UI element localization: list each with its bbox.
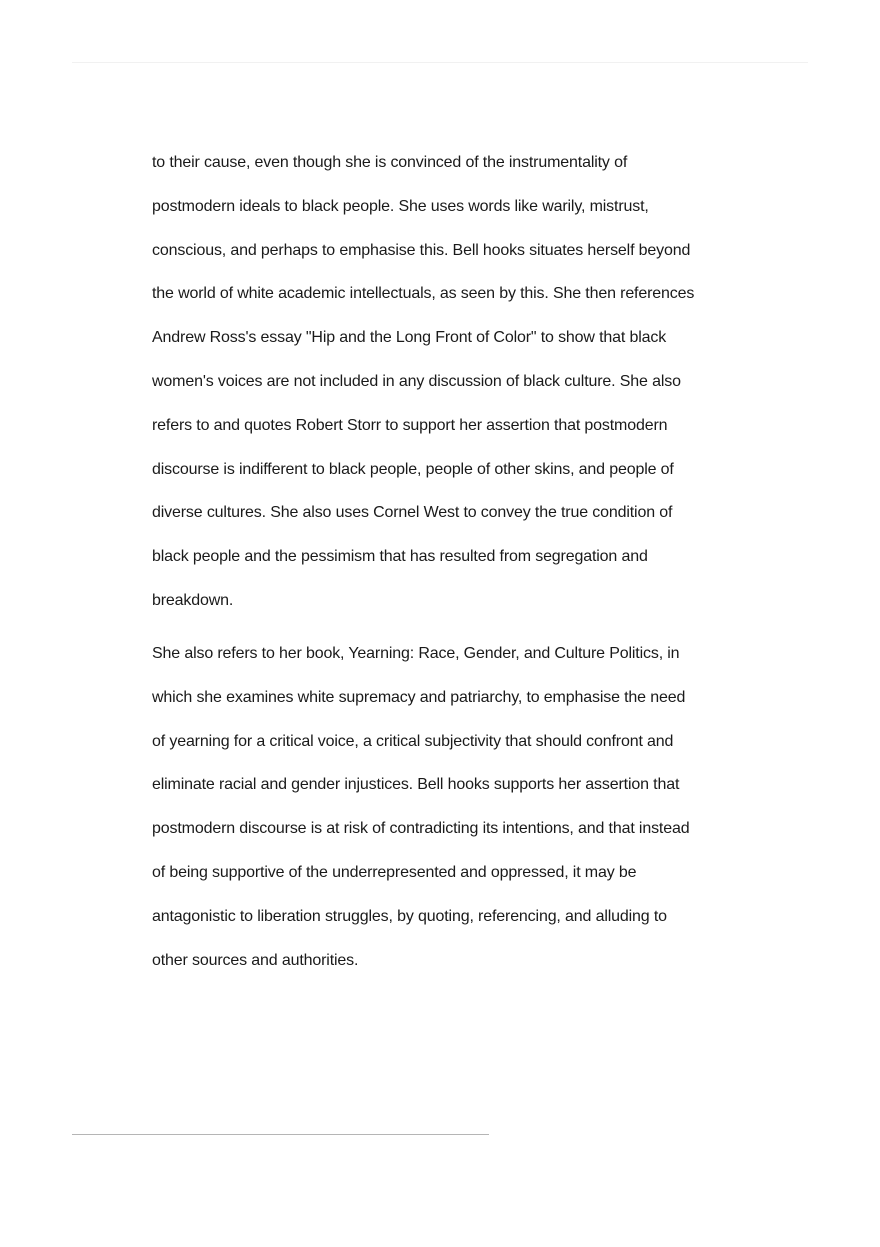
text-line: antagonistic to liberation struggles, by quoting, referencing, and alluding to [152, 907, 667, 925]
text-line: black people and the pessimism that has resulted from segregation and [152, 548, 648, 566]
text-line: other sources and authorities. [152, 951, 359, 969]
text-line: to their cause, even though she is convinced of the instrumentality of [152, 154, 628, 171]
text-line: She also refers to her book, Yearning: Race, Gender, and Culture Politics, in [152, 645, 680, 662]
text-line: diverse cultures. She also uses Cornel West to convey the true condition of [152, 504, 673, 522]
text-line: of being supportive of the underrepresented and oppressed, it may be [152, 863, 637, 881]
text-line: conscious, and perhaps to emphasise this. Bell hooks situates herself beyond [152, 241, 691, 259]
paragraph-2 [152, 632, 742, 982]
footnote-separator [72, 1134, 489, 1135]
text-line: discourse is indifferent to black people, people of other skins, and people of [152, 460, 674, 478]
text-line: eliminate racial and gender injustices. Bell hooks supports her assertion that [152, 776, 680, 794]
text-line: refers to and quotes Robert Storr to support her assertion that postmodern [152, 416, 668, 434]
text-line: which she examines white supremacy and patriarchy, to emphasise the need [152, 688, 686, 706]
text-line: the world of white academic intellectuals, as seen by this. She then references [152, 285, 695, 303]
text-line: postmodern discourse is at risk of contradicting its intentions, and that instead [152, 820, 690, 838]
text-line: Andrew Ross's essay "Hip and the Long Front of Color" to show that black [152, 329, 667, 347]
text-line: women's voices are not included in any discussion of black culture. She also [152, 372, 681, 390]
header-rule [72, 62, 808, 63]
paragraph-1 [152, 141, 742, 623]
text-line: postmodern ideals to black people. She uses words like warily, mistrust, [152, 197, 649, 215]
text-line: breakdown. [152, 591, 234, 609]
text-line: of yearning for a critical voice, a critical subjectivity that should confront and [152, 732, 674, 750]
